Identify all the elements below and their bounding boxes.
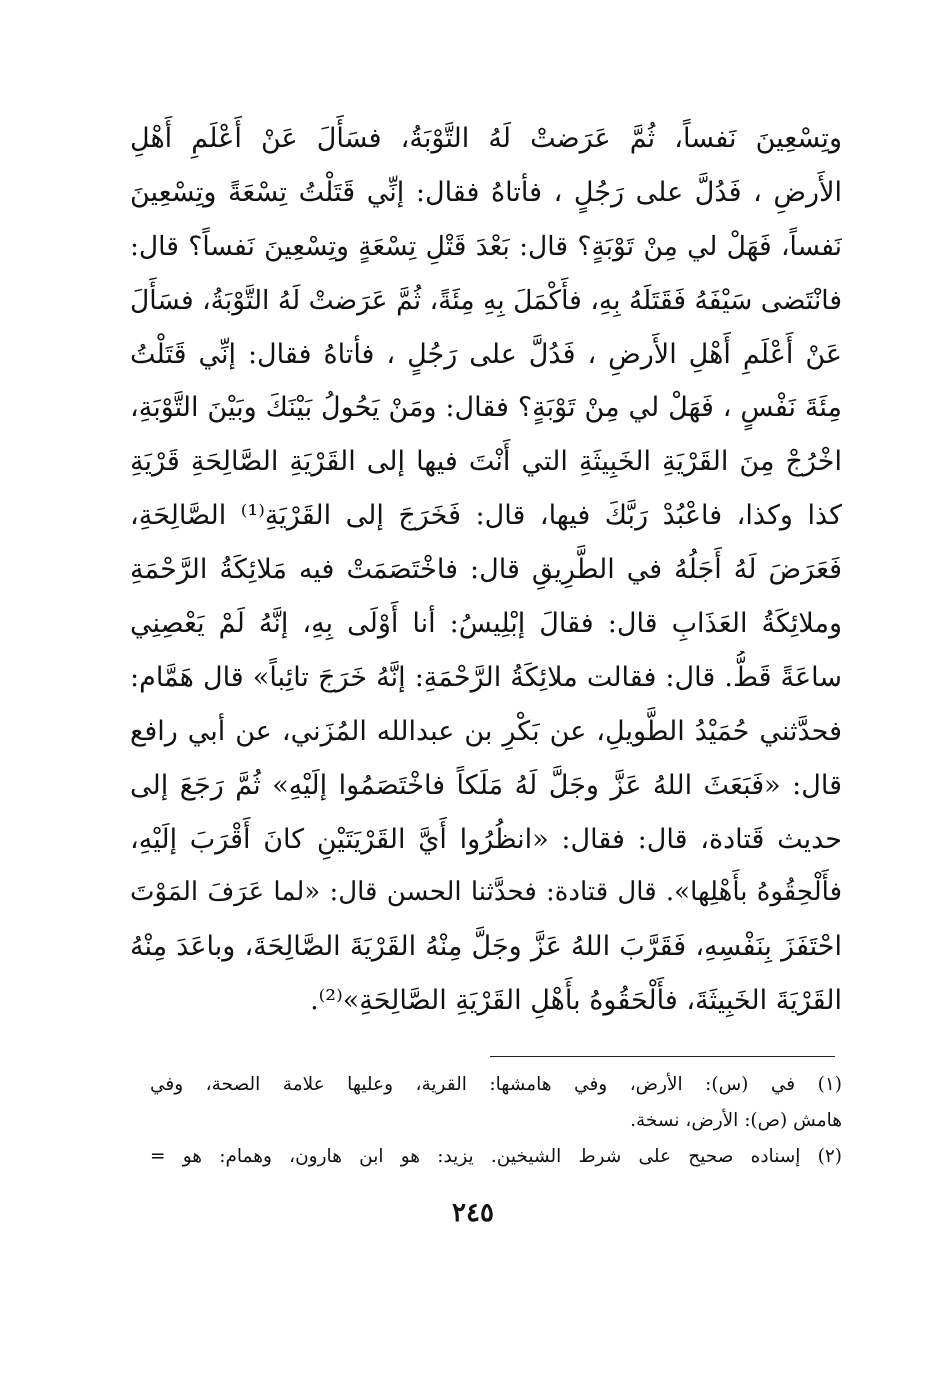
- text-line-17: القَرْيَةَ الخَبِيثَةَ، فأَلْحَقُوهُ بأَهْلِ القَرْيَةِ الصَّالِحَةِ»⁽²⁾.: [310, 985, 842, 1017]
- text-line-1: وتِسْعِينَ نَفساً، ثُمَّ عَرَضتْ لَهُ التَّوْبَةُ، فسَأَلَ عَنْ أَعْلَمِ أَهْلِ: [130, 123, 842, 154]
- footnotes-block: [150, 1067, 842, 1175]
- text-line-2: الأَرضِ ، فَدُلَّ على رَجُلٍ ، فأتاهُ فقال: إنِّي قَتَلْتُ تِسْعَةً وتِسْعِينَ: [130, 176, 842, 208]
- text-line-15: فأَلْحِقُوهُ بأَهْلِها». قال قتادة: فحدَّثنا الحسن قال: «لما عَرَفَ المَوْتَ: [130, 877, 842, 908]
- text-line-14: حديث قَتادة، قال: فقال: «انظُرُوا أَيَّ القَرْيَتَيْنِ كانَ أَقْرَبَ إلَيْهِ،: [130, 823, 842, 855]
- text-line-12: فحدَّثني حُمَيْدُ الطَّويلِ، عن بَكْرِ بن عبدالله المُزَني، عن أبي رافع: [130, 715, 842, 747]
- text-line-11: ساعَةً قَطُّ. قال: فقالت ملائِكَةُ الرَّحْمَةِ: إنَّهُ خَرَجَ تائِباً» قال هَمَّام:: [130, 661, 842, 693]
- text-line-16: احْتَفَزَ بِنَفْسِهِ، فَقَرَّبَ اللهُ عَزَّ وجَلَّ مِنْهُ القَرْيَةَ الصَّالِحَةَ، وباعَدَ مِنْهُ: [130, 931, 842, 963]
- text-line-10: وملائِكَةُ العَذَابِ قال: فقالَ إبْلِيسُ: أنا أَوْلَى بِهِ، إنَّهُ لَمْ يَعْصِنِي: [130, 608, 842, 640]
- main-text-block: [130, 112, 842, 1028]
- text-line-4: فانْتَضى سَيْفَهُ فَقَتَلَهُ بِهِ، فأَكْمَلَ بِهِ مِئَةً، ثُمَّ عَرَضتْ لَهُ التَّوْبَةُ، فسَأَلَ: [130, 284, 842, 316]
- text-line-9: فَعَرَضَ لَهُ أَجَلُهُ في الطَّرِيقِ قال: فاخْتَصَمَتْ فيه مَلائِكَةُ الرَّحْمَةِ: [130, 554, 842, 586]
- text-line-7: اخْرُجْ مِنَ القَرْيَةِ الخَبِيثَةِ التي أَنْتَ فيها إلى القَرْيَةِ الصَّالِحَةِ قَرْيَةِ: [130, 446, 842, 478]
- footnote-1-line-2: هامش (ص): الأرض، نسخة.: [630, 1110, 842, 1131]
- page-number: ٢٤٥: [452, 1198, 494, 1228]
- text-line-13: قال: «فَبَعَثَ اللهُ عَزَّ وجَلَّ لَهُ مَلَكاً فاخْتَصَمُوا إلَيْهِ» ثُمَّ رَجَعَ إلى: [130, 769, 842, 801]
- text-line-8: كذا وكذا، فاعْبُدْ رَبَّكَ فيها، قال: فَخَرَجَ إلى القَرْيَةِ⁽¹⁾ الصَّالِحَةِ،: [130, 500, 842, 532]
- text-line-6: مِئَةَ نَفْسٍ ، فَهَلْ لي مِنْ تَوْبَةٍ؟ فقال: ومَنْ يَحُولُ بَيْنَكَ وبَيْنَ التَّوْبَةِ،: [130, 392, 842, 424]
- text-line-5: عَنْ أَعْلَمِ أَهْلِ الأَرضِ ، فَدُلَّ على رَجُلٍ ، فأتاهُ فقال: إنِّي قَتَلْتُ: [130, 338, 842, 370]
- footnote-2-line-1: (٢) إسناده صحيح على شرط الشيخين. يزيد: هو ابن هارون، وهمام: هو =: [150, 1146, 842, 1167]
- footnote-1-line-1: (١) في (س): الأرض، وفي هامشها: القرية، وعليها علامة الصحة، وفي: [150, 1074, 842, 1095]
- text-line-3: نَفساً، فَهَلْ لي مِنْ تَوْبَةٍ؟ قال: بَعْدَ قَتْلِ تِسْعَةٍ وتِسْعِينَ نَفساً؟ قال:: [130, 230, 842, 262]
- footnote-separator: [490, 1056, 835, 1057]
